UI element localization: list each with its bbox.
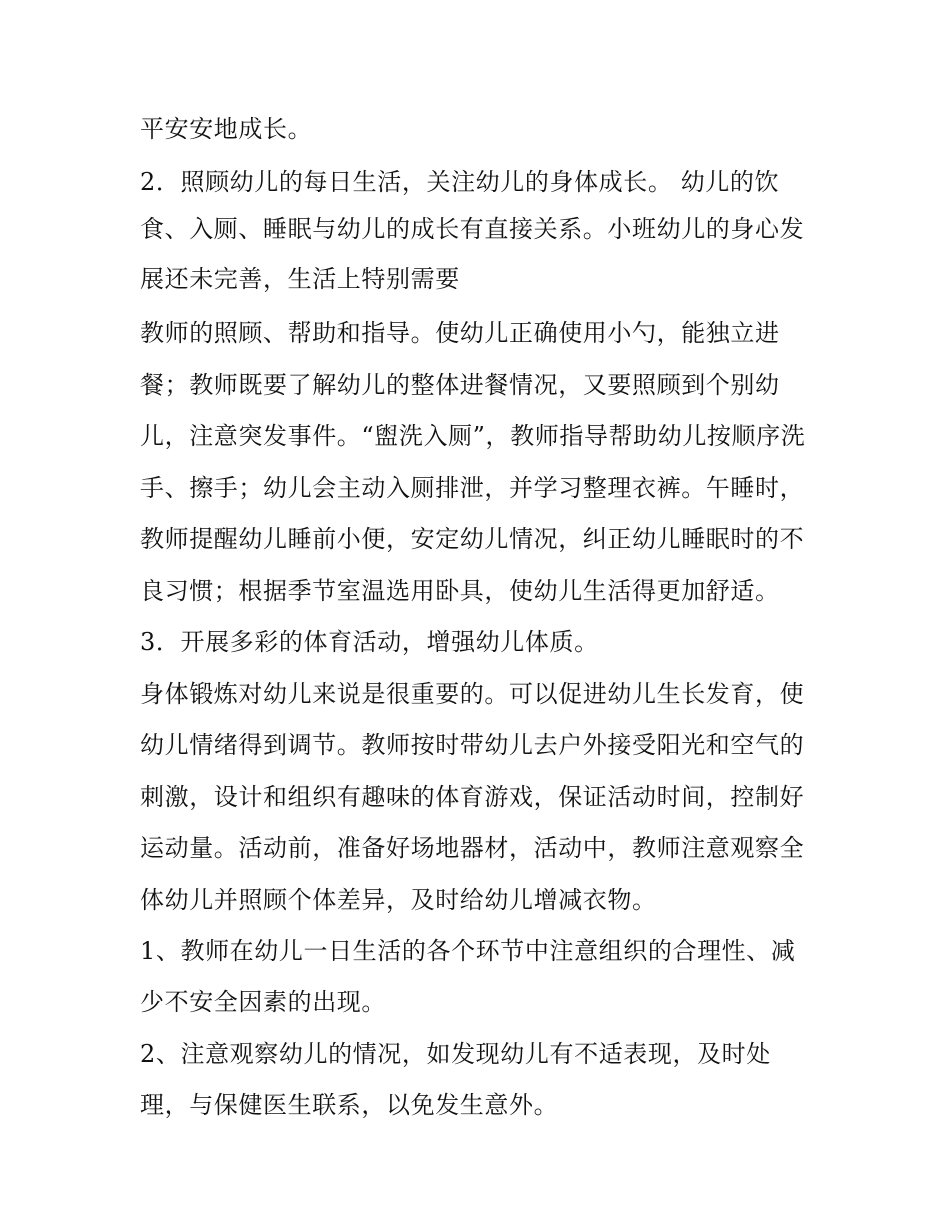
text-line: 餐；教师既要了解幼儿的整体进餐情况，又要照顾到个别幼 bbox=[140, 371, 780, 399]
text-line: 良习惯；根据季节室温选用卧具，使幼儿生活得更加舒适。 bbox=[140, 577, 780, 605]
text-line: 平安安地成长。 bbox=[140, 115, 313, 143]
text-line: 展还未完善，生活上特别需要 bbox=[140, 265, 460, 293]
text-line: 3．开展多彩的体育活动，增强幼儿体质。 bbox=[140, 628, 599, 656]
text-line: 儿，注意突发事件。“盥洗入厕”，教师指导帮助幼儿按顺序洗 bbox=[140, 422, 806, 450]
text-line: 少不安全因素的出现。 bbox=[140, 988, 386, 1016]
text-line: 教师提醒幼儿睡前小便，安定幼儿情况，纠正幼儿睡眠时的不 bbox=[140, 525, 805, 553]
text-line: 体幼儿并照顾个体差异，及时给幼儿增减衣物。 bbox=[140, 886, 657, 914]
text-line: 手、擦手；幼儿会主动入厕排泄，并学习整理衣裤。午睡时， bbox=[140, 474, 805, 502]
text-line: 食、入厕、睡眠与幼儿的成长有直接关系。小班幼儿的身心发 bbox=[140, 215, 805, 243]
text-line: 2、注意观察幼儿的情况，如发现幼儿有不适表现，及时处 bbox=[140, 1040, 771, 1068]
text-line: 刺激，设计和组织有趣味的体育游戏，保证活动时间，控制好 bbox=[140, 783, 805, 811]
text-line: 教师的照顾、帮助和指导。使幼儿正确使用小勺，能独立进 bbox=[140, 319, 780, 347]
text-line: 理，与保健医生联系，以免发生意外。 bbox=[140, 1091, 559, 1119]
text-line: 身体锻炼对幼儿来说是很重要的。可以促进幼儿生长发育，使 bbox=[140, 680, 805, 708]
text-line: 2．照顾幼儿的每日生活，关注幼儿的身体成长。 幼儿的饮 bbox=[140, 168, 780, 196]
text-line: 1、教师在幼儿一日生活的各个环节中注意组织的合理性、减 bbox=[140, 937, 796, 965]
text-line: 运动量。活动前，准备好场地器材，活动中，教师注意观察全 bbox=[140, 834, 805, 862]
text-line: 幼儿情绪得到调节。教师按时带幼儿去户外接受阳光和空气的 bbox=[140, 731, 805, 759]
